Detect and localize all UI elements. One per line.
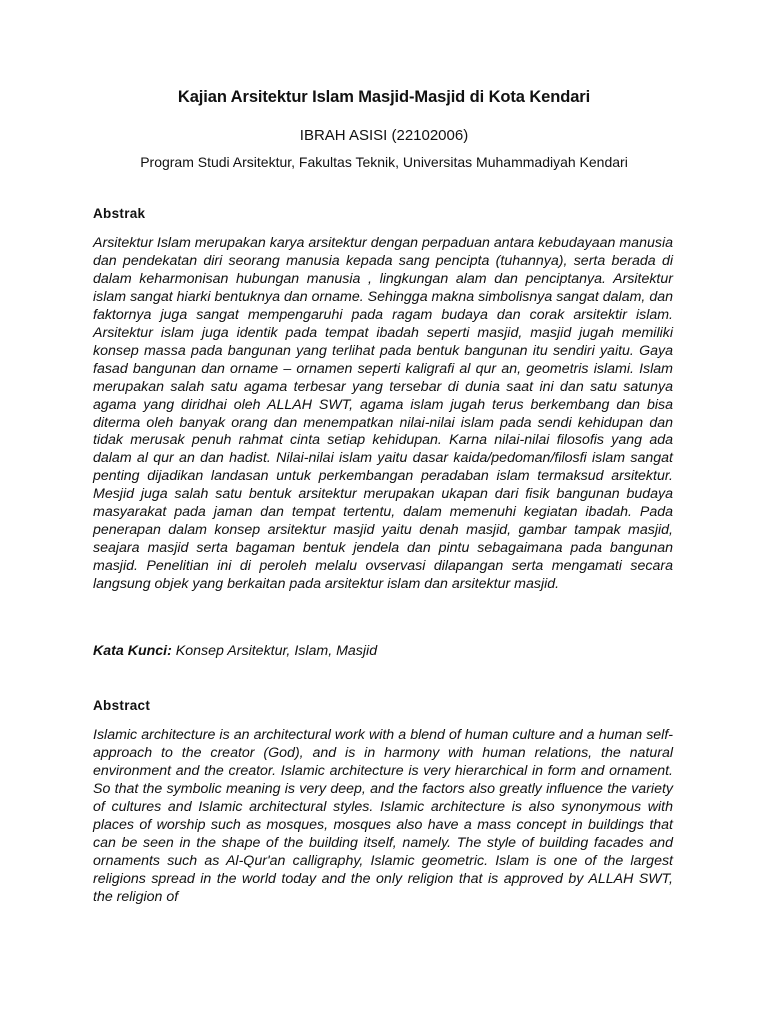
abstrak-heading: Abstrak: [93, 206, 146, 221]
paper-title: Kajian Arsitektur Islam Masjid-Masjid di Kota Kendari: [177, 88, 591, 106]
abstract-body: Islamic architecture is an architectural work with a blend of human culture and a human self-approach to the creator (God), and is in harmony with human relations, the natural environment and the creator. Islamic architecture is very hierarchical in form and ornament. So that the symbolic meaning is very deep, and the factors also greatly influence the variety of cultures and Islamic architectural styles. Islamic architecture is also synonymous with places of worship such as mosques, mosques also have a mass concept in buildings that can be seen in the shape of the building itself, namely. The style of building facades and ornaments such as Al-Qur'an calligraphy, Islamic geometric. Islam is one of the largest religions spread in the world today and the only religion that is approved by ALLAH SWT, the religion of: [93, 727, 673, 905]
keywords-line: [93, 643, 377, 659]
author-affiliation: Program Studi Arsitektur, Fakultas Teknik, Universitas Muhammadiyah Kendari: [140, 154, 628, 170]
keywords-label: Kata Kunci:: [93, 643, 172, 659]
author-name: IBRAH ASISI (22102006): [299, 127, 469, 144]
abstract-heading: Abstract: [93, 698, 151, 713]
keywords-text: Konsep Arsitektur, Islam, Masjid: [171, 643, 378, 659]
abstrak-body: Arsitektur Islam merupakan karya arsitektur dengan perpaduan antara kebudayaan manusia dan pendekatan diri seorang manusia kepada sang pencipta (tuhannya), serta berada di dalam keharmonisan hubungan manusia , lingkungan alam dan penciptanya. Arsitektur islam sangat hiarki bentuknya dan orname. Sehingga makna simbolisnya sangat dalam, dan faktornya juga sangat mempengaruhi pada ragam budaya dan corak arsitektir islam. Arsitektur islam juga identik pada tempat ibadah seperti masjid, masjid jugah memiliki konsep massa pada bangunan yang terlihat pada bentuk bangunan itu sendiri yaitu. Gaya fasad bangunan dan orname – ornamen seperti kaligrafi al qur an, geometris islami. Islam merupakan salah satu agama terbesar yang tersebar di dunia saat ini dan satu satunya agama yang diridhai oleh ALLAH SWT, agama islam jugah terus berkembang dan bisa diterma oleh banyak orang dan menempatkan nilai-nilai islam pada sendi kehidupan dan tidak merusak penuh rahmat cinta setiap kehidupan. Karna nilai-nilai filosofis yang ada dalam al qur an dan hadist. Nilai-nilai islam yaitu dasar kaida/pedoman/filosfi islam sangat penting dijadikan landasan untuk perkembangan peradaban islam termaksud arsitektur. Mesjid juga salah satu bentuk arsitektur merupakan ukapan dari fisik bangunan budaya masyarakat pada jaman dan tempat tertentu, dalam memenuhi kegiatan ibadah. Pada penerapan dalam konsep arsitektur masjid yaitu denah masjid, gambar tampak masjid, seajara masjid serta bagaman bentuk jendela dan pintu sebagaimana pada bangunan masjid. Penelitian ini di peroleh melalu ovservasi dilapangan serta mengamati secara langsung objek yang berkaitan pada arsitektur islam dan arsitektur masjid.: [93, 235, 673, 593]
